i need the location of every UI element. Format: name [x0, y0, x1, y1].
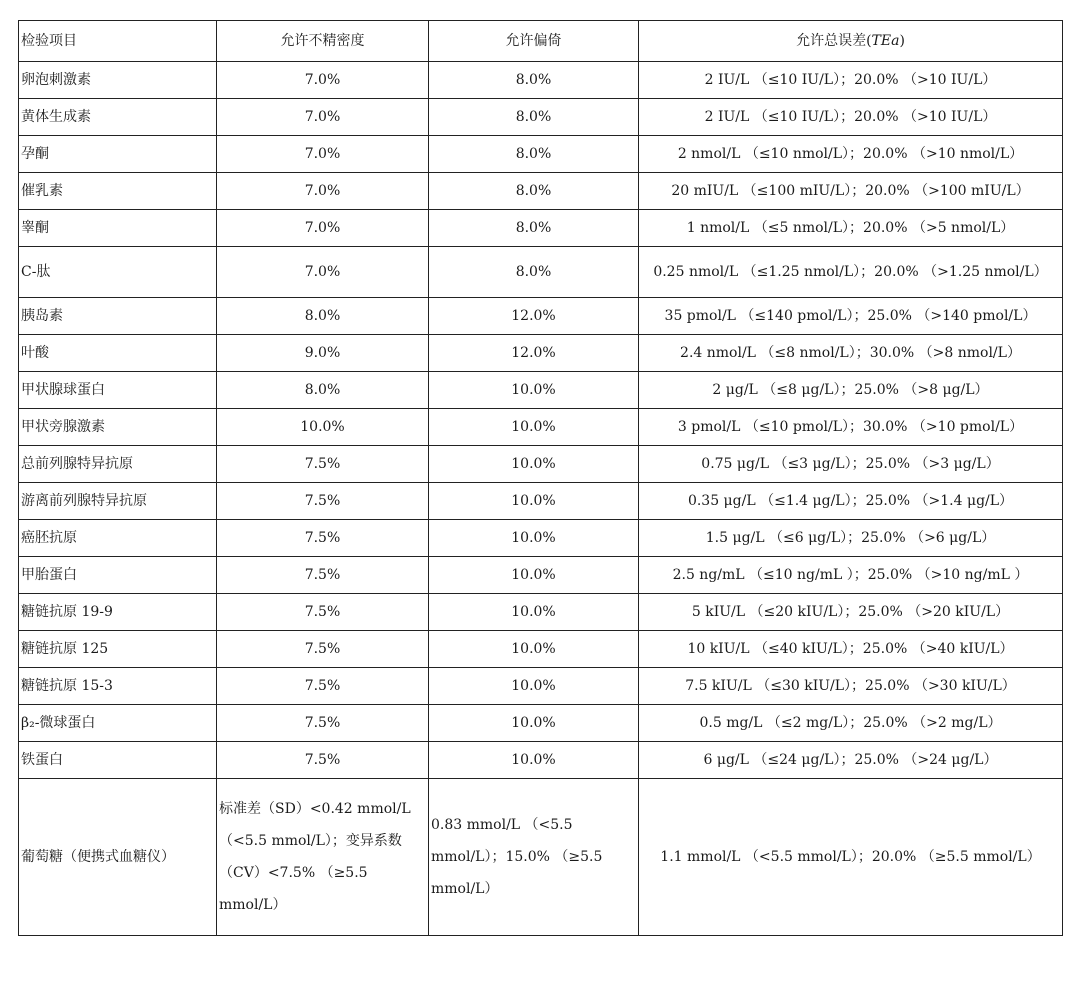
table-row [19, 705, 1063, 742]
table-row [19, 335, 1063, 372]
table-row [19, 557, 1063, 594]
cell-imprecision: 标准差（SD）<0.42 mmol/L （<5.5 mmol/L）；变异系数（CV）<7.5% （≥5.5 mmol/L） [217, 779, 429, 936]
cell-imprecision: 7.5% [217, 483, 429, 520]
cell-tea: 2.4 nmol/L （≤8 nmol/L）；30.0% （>8 nmol/L） [639, 335, 1063, 372]
table-row [19, 372, 1063, 409]
cell-bias: 10.0% [429, 594, 639, 631]
table-row [19, 520, 1063, 557]
table-row [19, 409, 1063, 446]
table-row [19, 99, 1063, 136]
cell-tea: 20 mIU/L （≤100 mIU/L）；20.0% （>100 mIU/L） [639, 173, 1063, 210]
cell-item: 孕酮 [19, 136, 217, 173]
cell-bias: 8.0% [429, 247, 639, 298]
table-row [19, 668, 1063, 705]
cell-item: 铁蛋白 [19, 742, 217, 779]
cell-imprecision: 7.0% [217, 210, 429, 247]
cell-imprecision: 7.0% [217, 173, 429, 210]
document-page [18, 20, 1062, 936]
cell-bias: 10.0% [429, 631, 639, 668]
table-row [19, 742, 1063, 779]
cell-bias: 10.0% [429, 705, 639, 742]
cell-tea: 1 nmol/L （≤5 nmol/L）；20.0% （>5 nmol/L） [639, 210, 1063, 247]
cell-imprecision: 7.5% [217, 668, 429, 705]
cell-item: 总前列腺特异抗原 [19, 446, 217, 483]
cell-tea: 35 pmol/L （≤140 pmol/L）；25.0% （>140 pmol/L） [639, 298, 1063, 335]
cell-tea: 6 μg/L （≤24 μg/L）；25.0% （>24 μg/L） [639, 742, 1063, 779]
header-item: 检验项目 [19, 21, 217, 62]
cell-item: 叶酸 [19, 335, 217, 372]
cell-bias: 8.0% [429, 62, 639, 99]
cell-imprecision: 7.5% [217, 705, 429, 742]
table-row [19, 446, 1063, 483]
table-row [19, 173, 1063, 210]
cell-item: 黄体生成素 [19, 99, 217, 136]
cell-bias: 8.0% [429, 173, 639, 210]
cell-tea: 2 μg/L （≤8 μg/L）；25.0% （>8 μg/L） [639, 372, 1063, 409]
cell-item: C-肽 [19, 247, 217, 298]
header-bias: 允许偏倚 [429, 21, 639, 62]
cell-item: 游离前列腺特异抗原 [19, 483, 217, 520]
table-row [19, 483, 1063, 520]
cell-bias: 0.83 mmol/L （<5.5 mmol/L）；15.0% （≥5.5 mmol/L） [429, 779, 639, 936]
cell-bias: 12.0% [429, 298, 639, 335]
cell-imprecision: 7.0% [217, 247, 429, 298]
cell-tea: 2 IU/L （≤10 IU/L）；20.0% （>10 IU/L） [639, 99, 1063, 136]
quality-spec-table [18, 20, 1063, 936]
cell-item: 卵泡刺激素 [19, 62, 217, 99]
cell-tea: 1.5 μg/L （≤6 μg/L）；25.0% （>6 μg/L） [639, 520, 1063, 557]
table-row-glucose [19, 779, 1063, 936]
cell-item: 甲胎蛋白 [19, 557, 217, 594]
cell-tea: 7.5 kIU/L （≤30 kIU/L）；25.0% （>30 kIU/L） [639, 668, 1063, 705]
cell-item: 催乳素 [19, 173, 217, 210]
cell-bias: 8.0% [429, 136, 639, 173]
cell-bias: 10.0% [429, 520, 639, 557]
cell-tea: 0.25 nmol/L （≤1.25 nmol/L）；20.0% （>1.25 nmol/L） [639, 247, 1063, 298]
header-tea [639, 21, 1063, 62]
cell-bias: 10.0% [429, 409, 639, 446]
cell-bias: 8.0% [429, 210, 639, 247]
header-tea-abbr: TEa [871, 33, 900, 49]
cell-bias: 10.0% [429, 668, 639, 705]
cell-imprecision: 7.5% [217, 557, 429, 594]
cell-item: 糖链抗原 15-3 [19, 668, 217, 705]
cell-bias: 10.0% [429, 372, 639, 409]
cell-tea: 0.5 mg/L （≤2 mg/L）；25.0% （>2 mg/L） [639, 705, 1063, 742]
cell-bias: 10.0% [429, 742, 639, 779]
cell-tea: 1.1 mmol/L （<5.5 mmol/L）；20.0% （≥5.5 mmol/L） [639, 779, 1063, 936]
cell-item: 糖链抗原 19-9 [19, 594, 217, 631]
cell-item: 甲状腺球蛋白 [19, 372, 217, 409]
cell-imprecision: 8.0% [217, 298, 429, 335]
table-row [19, 594, 1063, 631]
cell-tea: 2.5 ng/mL （≤10 ng/mL ）；25.0% （>10 ng/mL ） [639, 557, 1063, 594]
cell-bias: 8.0% [429, 99, 639, 136]
cell-imprecision: 7.5% [217, 594, 429, 631]
cell-tea: 2 nmol/L （≤10 nmol/L）；20.0% （>10 nmol/L） [639, 136, 1063, 173]
cell-item: 糖链抗原 125 [19, 631, 217, 668]
cell-tea: 0.75 μg/L （≤3 μg/L）；25.0% （>3 μg/L） [639, 446, 1063, 483]
cell-bias: 10.0% [429, 483, 639, 520]
cell-imprecision: 7.0% [217, 99, 429, 136]
table-row [19, 247, 1063, 298]
table-row [19, 631, 1063, 668]
cell-imprecision: 9.0% [217, 335, 429, 372]
header-imprecision: 允许不精密度 [217, 21, 429, 62]
cell-tea: 10 kIU/L （≤40 kIU/L）；25.0% （>40 kIU/L） [639, 631, 1063, 668]
cell-bias: 10.0% [429, 557, 639, 594]
header-tea-suffix: ) [899, 33, 905, 49]
header-row [19, 21, 1063, 62]
cell-item: 甲状旁腺激素 [19, 409, 217, 446]
cell-imprecision: 7.5% [217, 520, 429, 557]
cell-bias: 10.0% [429, 446, 639, 483]
cell-item: β₂-微球蛋白 [19, 705, 217, 742]
cell-imprecision: 7.0% [217, 62, 429, 99]
header-tea-prefix: 允许总误差( [796, 33, 872, 49]
cell-tea: 3 pmol/L （≤10 pmol/L）；30.0% （>10 pmol/L） [639, 409, 1063, 446]
table-row [19, 62, 1063, 99]
cell-item: 胰岛素 [19, 298, 217, 335]
cell-imprecision: 7.5% [217, 446, 429, 483]
cell-imprecision: 7.5% [217, 742, 429, 779]
cell-tea: 5 kIU/L （≤20 kIU/L）；25.0% （>20 kIU/L） [639, 594, 1063, 631]
cell-item: 睾酮 [19, 210, 217, 247]
cell-item: 葡萄糖（便携式血糖仪） [19, 779, 217, 936]
cell-imprecision: 8.0% [217, 372, 429, 409]
table-row [19, 136, 1063, 173]
cell-tea: 2 IU/L （≤10 IU/L）；20.0% （>10 IU/L） [639, 62, 1063, 99]
table-row [19, 298, 1063, 335]
cell-imprecision: 10.0% [217, 409, 429, 446]
cell-item: 癌胚抗原 [19, 520, 217, 557]
table-row [19, 210, 1063, 247]
cell-bias: 12.0% [429, 335, 639, 372]
cell-imprecision: 7.5% [217, 631, 429, 668]
cell-imprecision: 7.0% [217, 136, 429, 173]
cell-tea: 0.35 μg/L （≤1.4 μg/L）；25.0% （>1.4 μg/L） [639, 483, 1063, 520]
